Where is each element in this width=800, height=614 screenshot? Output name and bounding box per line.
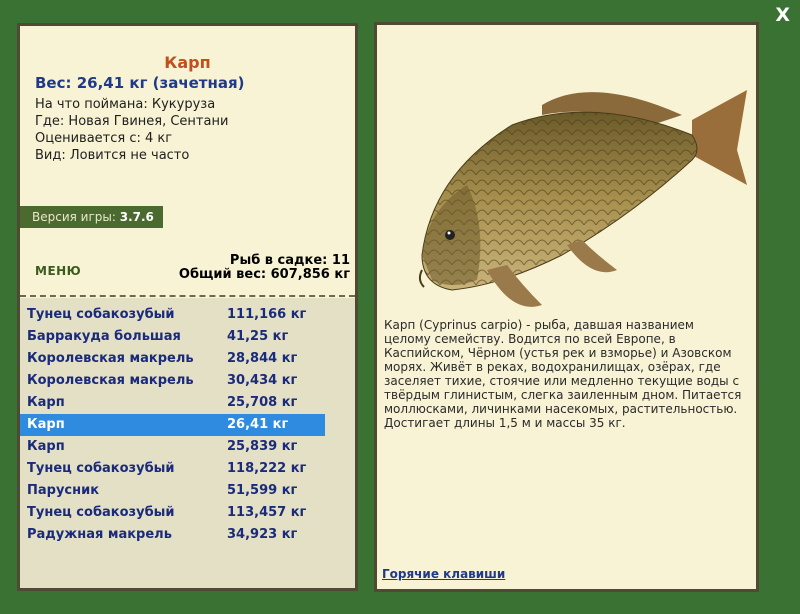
divider: [20, 295, 355, 297]
catch-row[interactable]: [20, 348, 325, 370]
catch-name: Тунец собакозубый: [27, 307, 175, 322]
catch-row[interactable]: [20, 370, 325, 392]
catch-info-panel: [17, 23, 358, 591]
catch-weight: 113,457 кг: [227, 505, 307, 520]
catch-name: Карп: [27, 417, 65, 432]
catch-weight: 28,844 кг: [227, 351, 298, 366]
close-icon[interactable]: X: [775, 4, 790, 26]
catch-name: Радужная макрель: [27, 527, 172, 542]
catch-row[interactable]: [20, 524, 325, 546]
hotkeys-link[interactable]: Горячие клавиши: [382, 567, 506, 581]
catch-weight: 34,923 кг: [227, 527, 298, 542]
fish-bait: На что поймана: Кукуруза: [35, 97, 216, 112]
catch-row-selected[interactable]: [20, 414, 325, 436]
fish-description: Карп (Cyprinus carpio) - рыба, давшая названием целому семейству. Водится по всей Европе, в Каспийском, Чёрном (устья рек и взморье) и Азовском морях. Живёт в реках, водохранилищах, озёрах, где заселяет тихие, стоячие или медленно текущие воды с твёрдым глинистым, слегка заиленным дном. Питается моллюсками, личинками насекомых, растительностью. Достигает длины 1,5 м и массы 35 кг.: [384, 318, 742, 430]
catch-name: Тунец собакозубый: [27, 461, 175, 476]
fish-location: Где: Новая Гвинея, Сентани: [35, 114, 229, 129]
catch-name: Тунец собакозубый: [27, 505, 175, 520]
catch-weight: 25,708 кг: [227, 395, 298, 410]
fish-description-panel: [374, 22, 759, 592]
catch-row[interactable]: [20, 502, 325, 524]
catch-weight: 118,222 кг: [227, 461, 307, 476]
carp-image: [392, 65, 752, 315]
catch-row[interactable]: [20, 458, 325, 480]
game-version: [20, 206, 163, 228]
catch-name: Королевская макрель: [27, 373, 194, 388]
catch-name: Парусник: [27, 483, 100, 498]
catch-weight: 41,25 кг: [227, 329, 289, 344]
catch-row[interactable]: [20, 304, 325, 326]
catch-row[interactable]: [20, 326, 325, 348]
fish-details: [35, 96, 228, 164]
version-label: Версия игры:: [32, 210, 116, 224]
catch-name: Барракуда большая: [27, 329, 181, 344]
cage-stats: [179, 254, 350, 282]
fish-title: Карп: [164, 53, 211, 72]
catch-row[interactable]: [20, 436, 325, 458]
catch-row[interactable]: [20, 480, 325, 502]
fish-rarity: Вид: Ловится не часто: [35, 148, 190, 163]
fish-in-cage: Рыб в садке: 11: [229, 253, 350, 268]
catch-name: Карп: [27, 395, 65, 410]
catch-name: Карп: [27, 439, 65, 454]
catch-list: [20, 298, 355, 588]
catch-row[interactable]: [20, 392, 325, 414]
catch-weight: 26,41 кг: [227, 417, 289, 432]
fish-rated-from: Оценивается с: 4 кг: [35, 131, 173, 146]
catch-name: Королевская макрель: [27, 351, 194, 366]
total-weight: Общий вес: 607,856 кг: [178, 267, 350, 282]
fish-weight: Вес: 26,41 кг (зачетная): [35, 74, 245, 92]
catch-weight: 30,434 кг: [227, 373, 298, 388]
catch-weight: 51,599 кг: [227, 483, 298, 498]
version-value: 3.7.6: [119, 210, 154, 224]
catch-weight: 25,839 кг: [227, 439, 298, 454]
catch-weight: 111,166 кг: [227, 307, 307, 322]
menu-button[interactable]: МЕНЮ: [35, 264, 82, 278]
